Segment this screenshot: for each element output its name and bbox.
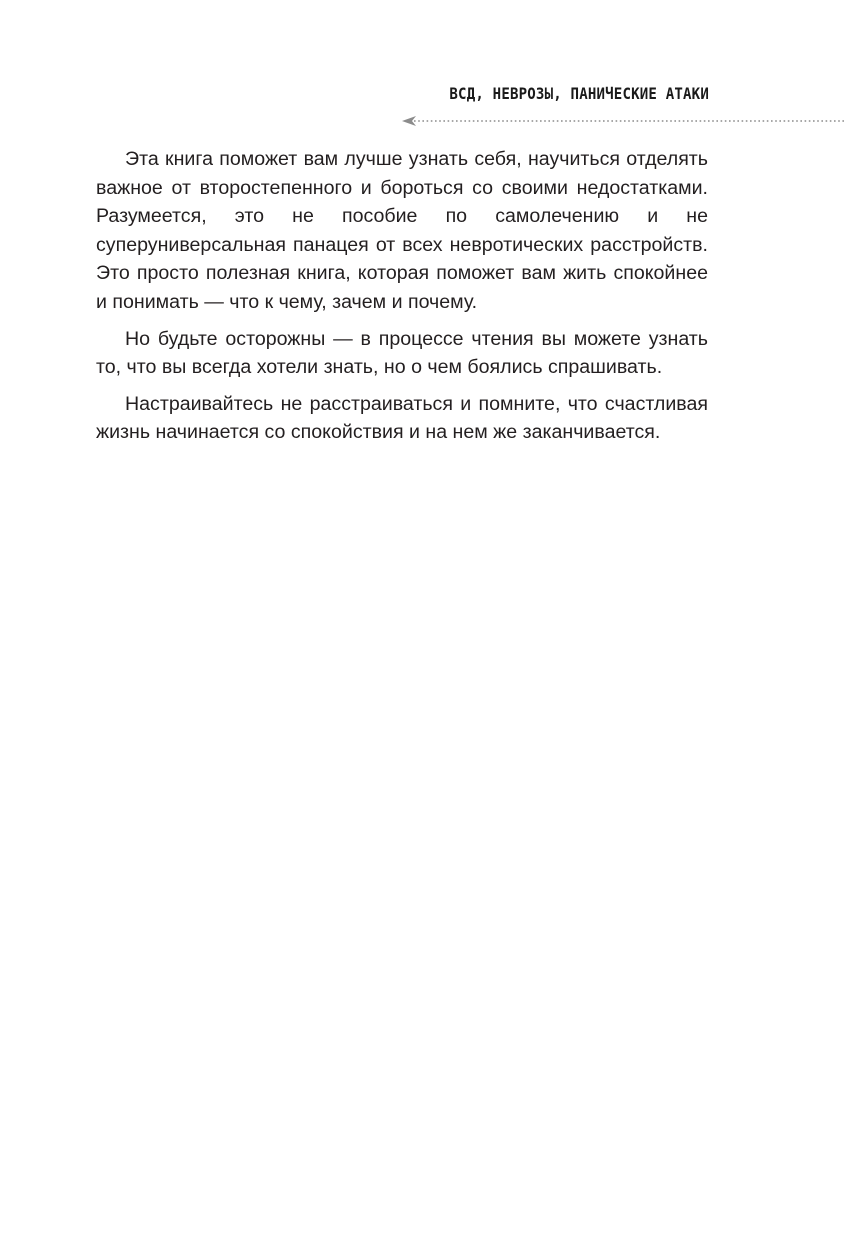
paragraph: Настраивайтесь не расстраиваться и помните, что счастливая жизнь начинается со спокойствия и на нем же заканчивается. xyxy=(96,392,708,444)
running-head-title: ВСД, НЕВРОЗЫ, ПАНИЧЕСКИЕ АТАКИ xyxy=(449,84,709,103)
paragraph: Эта книга поможет вам лучше узнать себя, научиться отделять важное от второстепенного и бороться со своими недостатками. Разумеется, это не пособие по самолечению и не суперуниверсальная панацея от всех невротических расстройств. Это просто полезная книга, которая поможет вам жить спокойнее и понимать — что к чему, зачем и почему. xyxy=(96,148,708,313)
body-text xyxy=(96,145,708,455)
paragraph: Но будьте осторожны — в процессе чтения вы можете узнать то, что вы всегда хотели знать, но о чем боялись спрашивать. xyxy=(96,327,708,379)
arrow-left-icon xyxy=(402,114,845,128)
header-rule xyxy=(402,114,845,128)
